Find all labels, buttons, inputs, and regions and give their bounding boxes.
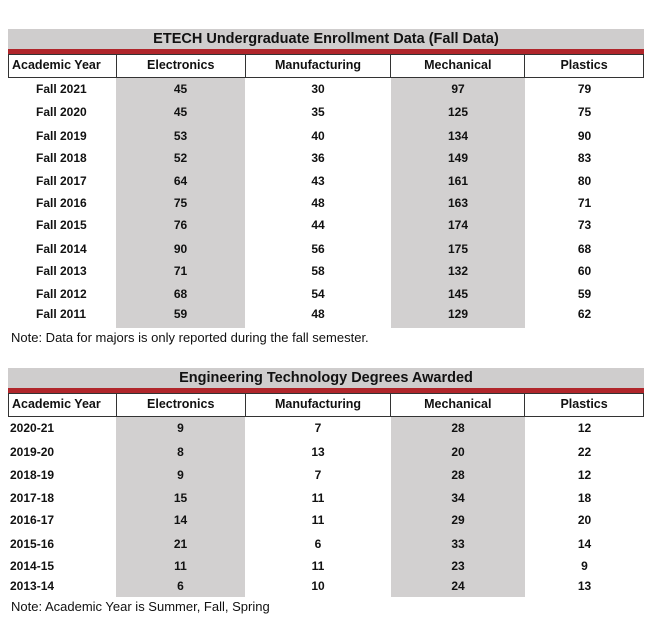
table-cell: 12 xyxy=(577,421,592,435)
table-cell: 6 xyxy=(314,537,322,551)
degrees-table xyxy=(8,368,644,597)
row-label: Fall 2013 xyxy=(36,264,87,278)
table-row xyxy=(8,445,644,459)
degrees-body xyxy=(8,417,644,597)
table-row xyxy=(8,105,644,119)
table-cell: 11 xyxy=(174,559,187,573)
table-cell: 44 xyxy=(311,218,325,232)
table-cell: 29 xyxy=(451,513,465,527)
table-cell: 68 xyxy=(173,287,188,301)
table-row xyxy=(8,421,644,435)
row-label: 2014-15 xyxy=(10,559,55,573)
table-cell: 149 xyxy=(447,151,469,165)
table-cell: 9 xyxy=(581,559,588,573)
table-cell: 54 xyxy=(311,287,325,301)
table-cell: 10 xyxy=(311,579,325,593)
row-label: Fall 2012 xyxy=(36,287,87,301)
table-cell: 132 xyxy=(447,264,469,278)
table-cell: 12 xyxy=(577,468,592,482)
table-cell: 35 xyxy=(311,105,325,119)
header-plastics: Plastics xyxy=(525,394,644,416)
row-label: Fall 2019 xyxy=(36,129,87,143)
table-cell: 59 xyxy=(577,287,592,301)
table-row xyxy=(8,468,644,482)
table-row xyxy=(8,82,644,96)
table-row xyxy=(8,287,644,301)
table-cell: 134 xyxy=(447,129,469,143)
table-cell: 90 xyxy=(577,129,592,143)
table-cell: 125 xyxy=(447,105,469,119)
table-cell: 48 xyxy=(311,307,325,321)
table-cell: 73 xyxy=(577,218,592,232)
header-academic-year: Academic Year xyxy=(9,55,117,77)
table-row xyxy=(8,491,644,505)
table-cell: 75 xyxy=(173,196,188,210)
table-row xyxy=(8,264,644,278)
table-cell: 56 xyxy=(311,242,325,256)
table-cell: 175 xyxy=(447,242,469,256)
table-cell: 14 xyxy=(577,537,592,551)
table-row xyxy=(8,151,644,165)
table-cell: 28 xyxy=(451,468,465,482)
table-cell: 97 xyxy=(451,82,465,96)
header-manufacturing: Manufacturing xyxy=(246,55,392,77)
table-cell: 90 xyxy=(173,242,188,256)
table-cell: 53 xyxy=(173,129,188,143)
row-label: Fall 2014 xyxy=(36,242,87,256)
row-label: Fall 2021 xyxy=(36,82,87,96)
row-label: Fall 2017 xyxy=(36,174,87,188)
table-cell: 11 xyxy=(311,513,325,527)
table-cell: 20 xyxy=(577,513,592,527)
row-label: 2019-20 xyxy=(10,445,55,459)
row-label: Fall 2016 xyxy=(36,196,87,210)
header-electronics: Electronics xyxy=(117,55,246,77)
table-cell: 13 xyxy=(577,579,592,593)
row-label: 2015-16 xyxy=(10,537,55,551)
table-cell: 45 xyxy=(173,105,188,119)
row-label: 2020-21 xyxy=(10,421,55,435)
table-row xyxy=(8,218,644,232)
table-cell: 11 xyxy=(311,559,325,573)
table-cell: 36 xyxy=(311,151,325,165)
table-cell: 7 xyxy=(314,468,322,482)
table-cell: 14 xyxy=(173,513,188,527)
table-cell: 64 xyxy=(173,174,188,188)
table-cell: 23 xyxy=(451,559,465,573)
table-cell: 43 xyxy=(311,174,325,188)
table-row xyxy=(8,513,644,527)
degrees-note: Note: Academic Year is Summer, Fall, Spring xyxy=(11,599,270,614)
table-cell: 48 xyxy=(311,196,325,210)
table-row xyxy=(8,129,644,143)
table-cell: 129 xyxy=(447,307,469,321)
enrollment-body xyxy=(8,78,644,328)
table-row xyxy=(8,242,644,256)
table-cell: 9 xyxy=(177,468,184,482)
enrollment-header-row xyxy=(8,54,644,78)
table-cell: 34 xyxy=(451,491,465,505)
table-row xyxy=(8,537,644,551)
table-cell: 52 xyxy=(173,151,188,165)
row-label: Fall 2015 xyxy=(36,218,87,232)
table-cell: 60 xyxy=(577,264,592,278)
table-cell: 13 xyxy=(311,445,325,459)
enrollment-note: Note: Data for majors is only reported during the fall semester. xyxy=(11,330,369,345)
table-cell: 21 xyxy=(173,537,188,551)
row-label: 2013-14 xyxy=(10,579,55,593)
table-cell: 22 xyxy=(577,445,592,459)
header-mechanical: Mechanical xyxy=(391,394,525,416)
table-cell: 79 xyxy=(577,82,592,96)
table-cell: 59 xyxy=(173,307,188,321)
row-label: Fall 2011 xyxy=(36,307,87,321)
table-row xyxy=(8,174,644,188)
table-cell: 33 xyxy=(451,537,465,551)
table-cell: 28 xyxy=(451,421,465,435)
table-cell: 161 xyxy=(447,174,469,188)
table-cell: 71 xyxy=(577,196,592,210)
table-row xyxy=(8,579,644,593)
table-cell: 68 xyxy=(577,242,592,256)
row-label: Fall 2018 xyxy=(36,151,87,165)
table-row xyxy=(8,307,644,321)
table-row xyxy=(8,196,644,210)
row-label: 2018-19 xyxy=(10,468,55,482)
degrees-header-row xyxy=(8,393,644,417)
row-label: Fall 2020 xyxy=(36,105,87,119)
enrollment-title: ETECH Undergraduate Enrollment Data (Fall Data) xyxy=(8,29,644,49)
table-cell: 76 xyxy=(173,218,188,232)
table-cell: 163 xyxy=(447,196,469,210)
table-row xyxy=(8,559,644,573)
header-electronics: Electronics xyxy=(117,394,246,416)
table-cell: 20 xyxy=(451,445,465,459)
table-cell: 8 xyxy=(177,445,184,459)
row-label: 2016-17 xyxy=(10,513,55,527)
enrollment-table xyxy=(8,29,644,328)
header-academic-year: Academic Year xyxy=(9,394,117,416)
table-cell: 83 xyxy=(577,151,592,165)
row-label: 2017-18 xyxy=(10,491,55,505)
table-cell: 145 xyxy=(447,287,469,301)
table-cell: 6 xyxy=(177,579,184,593)
table-cell: 80 xyxy=(577,174,592,188)
header-plastics: Plastics xyxy=(525,55,644,77)
table-cell: 45 xyxy=(173,82,188,96)
table-cell: 174 xyxy=(447,218,469,232)
table-cell: 24 xyxy=(451,579,465,593)
table-cell: 75 xyxy=(577,105,592,119)
table-cell: 30 xyxy=(311,82,325,96)
table-cell: 58 xyxy=(311,264,325,278)
table-cell: 11 xyxy=(311,491,325,505)
table-cell: 62 xyxy=(577,307,592,321)
table-cell: 18 xyxy=(577,491,592,505)
table-cell: 71 xyxy=(173,264,188,278)
degrees-title: Engineering Technology Degrees Awarded xyxy=(8,368,644,388)
table-cell: 9 xyxy=(177,421,184,435)
header-mechanical: Mechanical xyxy=(391,55,525,77)
table-cell: 40 xyxy=(311,129,325,143)
table-cell: 7 xyxy=(314,421,322,435)
header-manufacturing: Manufacturing xyxy=(246,394,392,416)
table-cell: 15 xyxy=(173,491,188,505)
